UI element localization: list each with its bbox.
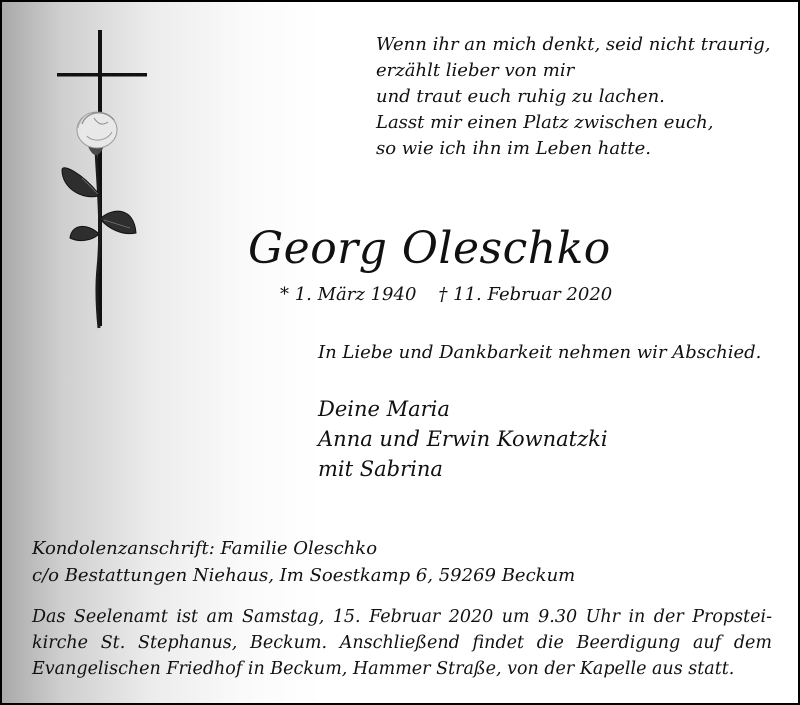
poem-line: Wenn ihr an mich denkt, seid nicht traurig, [376,34,771,55]
deceased-name: Georg Oleschko [248,223,611,274]
poem-line: so wie ich ihn im Leben hatte. [376,138,651,159]
cross-with-rose-icon [52,28,152,333]
mourner-line: Anna und Erwin Kownatzki [318,427,608,451]
condolence-address [32,535,575,589]
poem-line: Lasst mir einen Platz zwischen euch, [376,112,714,133]
birth-date: * 1. März 1940 [280,284,417,305]
mourners [318,394,608,484]
poem-line: und traut euch ruhig zu lachen. [376,86,665,107]
service-info [32,604,772,682]
service-line: Das Seelenamt ist am Samstag, 15. Februar 2020 um 9.30 Uhr in der Propstei- [32,607,772,627]
life-dates [280,284,612,305]
farewell-text: In Liebe und Dankbarkeit nehmen wir Abschied. [318,342,762,363]
service-line: Evangelischen Friedhof in Beckum, Hammer Straße, von der Kapelle aus statt. [32,659,735,679]
mourner-line: mit Sabrina [318,457,443,481]
condolence-line: c/o Bestattungen Niehaus, Im Soestkamp 6, 59269 Beckum [32,565,576,586]
mourner-line: Deine Maria [318,397,450,421]
death-date: † 11. Februar 2020 [438,284,613,305]
poem-line: erzählt lieber von mir [376,60,575,81]
poem [376,32,771,162]
service-line: kirche St. Stephanus, Beckum. Anschließend findet die Beerdigung auf dem [32,633,772,653]
condolence-line: Kondolenzanschrift: Familie Oleschko [32,538,378,559]
